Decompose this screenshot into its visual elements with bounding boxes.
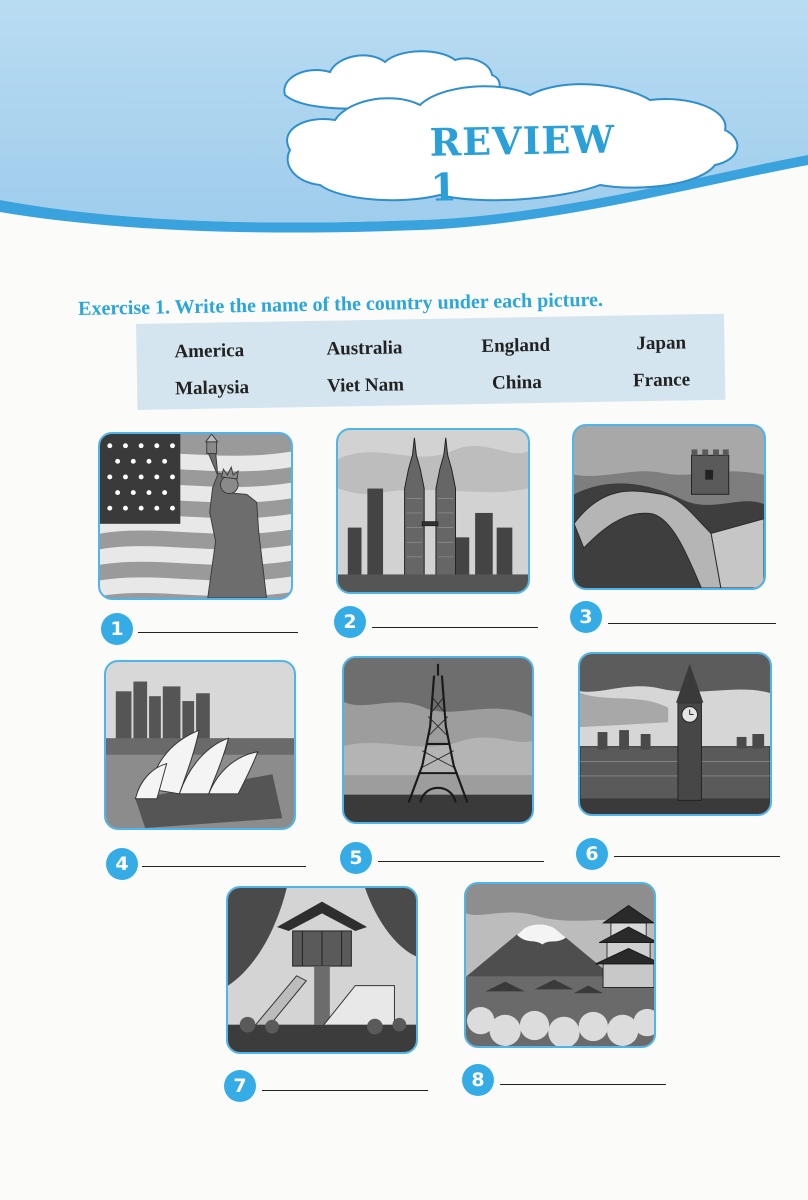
picture-1-statue-of-liberty xyxy=(98,432,293,600)
answer-line-2[interactable] xyxy=(372,627,538,628)
header-band xyxy=(0,0,808,240)
word-japan: Japan xyxy=(636,332,687,355)
item-number-8: 8 xyxy=(462,1064,494,1096)
answer-line-4[interactable] xyxy=(142,866,306,867)
answer-line-8[interactable] xyxy=(500,1084,666,1085)
page-title: REVIEW 1 xyxy=(429,116,616,210)
word-australia: Australia xyxy=(326,337,403,360)
answer-line-6[interactable] xyxy=(614,856,780,857)
word-viet-nam: Viet Nam xyxy=(326,374,405,397)
answer-line-1[interactable] xyxy=(138,632,298,633)
answer-line-3[interactable] xyxy=(608,623,776,624)
word-china: China xyxy=(491,371,542,394)
item-number-3: 3 xyxy=(570,601,602,633)
item-number-6: 6 xyxy=(576,838,608,870)
word-malaysia: Malaysia xyxy=(174,377,250,400)
answer-line-5[interactable] xyxy=(378,861,544,862)
word-america: America xyxy=(174,340,245,363)
word-bank xyxy=(136,314,725,410)
word-france: France xyxy=(632,369,691,392)
word-england: England xyxy=(481,334,551,357)
item-number-7: 7 xyxy=(224,1070,256,1102)
picture-3-great-wall xyxy=(572,424,766,590)
item-number-1: 1 xyxy=(101,613,133,645)
item-number-4: 4 xyxy=(106,848,138,880)
picture-8-mount-fuji xyxy=(464,882,656,1048)
picture-6-big-ben xyxy=(578,652,772,816)
item-number-5: 5 xyxy=(340,842,372,874)
picture-7-one-pillar-pagoda xyxy=(226,886,418,1054)
answer-line-7[interactable] xyxy=(262,1090,428,1091)
item-number-2: 2 xyxy=(334,606,366,638)
picture-4-sydney-opera-house xyxy=(104,660,296,830)
exercise-title: Exercise 1. Write the name of the country under each picture. xyxy=(78,288,604,320)
picture-2-petronas-towers xyxy=(336,428,530,594)
picture-5-eiffel-tower xyxy=(342,656,534,824)
